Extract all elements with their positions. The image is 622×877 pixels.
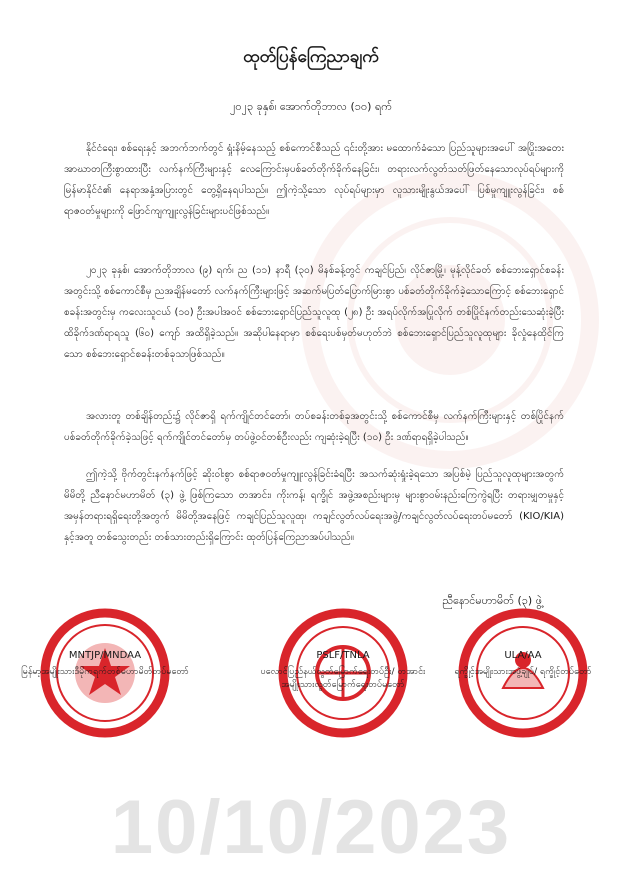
seal-2-caption: ပလောင်ပြည်နယ်လွတ်မြောက်ရေးတပ်ဦး/ တအာင်းအမျိုးသားလွတ်မြောက်ရေးတပ်မတော်: [260, 667, 426, 690]
document-date: ၂၀၂၃ ခုနှစ်၊ အောက်တိုဘာလ (၁၀) ရက်: [229, 100, 393, 113]
paragraph-4: ဤကဲ့သို့ ဗိုက်တွင်းနက်နက်ဖြင့် ဆိုးဝါးစွာ စစ်ရာဇဝတ်မှုကျူးလွန်ခြင်းခံရပြီး အသက်ဆုံးရှုံးခဲ့ရသော အပြစ်မဲ့ ပြည်သူလူထုများအတွက် မိမိတို့ ညီနောင်မဟာမိတ် (၃) ဖွဲ့ ဖြစ်ကြသော တအာင်း၊ ကိုးကန့်၊ ရက္ခိုင် အဖွဲ့အစည်းများမှ များစွာဝမ်းနည်းကြေကွဲရပြီး တရားမျှတမှုနှင့် အမှန်တရားရရှိရေးတို့အတွက် မိမိတို့အနေဖြင့် ကချင်ပြည်သူလူထု၊ ကချင်လွတ်လပ်ရေးအဖွဲ့/ကချင်လွတ်လပ်ရေးတပ်မတော် (KIO/KIA) နှင့်အတူ တစ်သွေးတည်း တစ်သားတည်းရှိကြောင်း ထုတ်ပြန်ကြေညာအပ်ပါသည်။: [64, 469, 564, 543]
signatory: ညီနောင်မဟာမိတ် (၃) ဖွဲ့: [442, 594, 542, 607]
seal-3-label: ULA/AA: [504, 650, 542, 661]
stamp-date: 10/10/2023: [110, 785, 512, 870]
paragraph-1: နိုင်ငံရေး၊ စစ်ရေးနှင့် အဘက်ဘက်တွင် ရှုံးနိမ့်နေသည့် စစ်ကောင်စီသည် ၎င်းတို့အား မထောက်ခံသော ပြည်သူများအပေါ် အပြိုးအတေး အာဃာတကြီးစွာထားပြီး လက်နက်ကြီးများနှင့် လေကြောင်းမှပစ်ခတ်တိုက်ခိုက်နေခြင်း၊ တရားလက်လွတ်သတ်ဖြတ်နေသောလုပ်ရပ်များကို မြန်မာနိုင်ငံ၏ နေရာအနှံ့အပြားတွင် တွေ့ရှိနေရပါသည်။ ဤကဲ့သို့သော လုပ်ရပ်များမှာ လူသားမျိုးနွယ်အပေါ် ပြစ်မှုကျူးလွန်ခြင်း၊ စစ်ရာဇဝတ်မှုများကို ဖြောင်ကျကျူးလွန်ခြင်းများပင်ဖြစ်သည်။: [64, 143, 564, 217]
document-title: ထုတ်ပြန်ကြေညာချက်: [243, 47, 379, 67]
seal-3-caption: ရက္ခိုင့်အမျိုးသားအဖွဲ့ချုပ်/ ရက္ခိုင့်တပ်တော်: [454, 667, 592, 677]
seal-1-label: MNTJP/MNDAA: [68, 650, 142, 661]
paragraph-3: အလားတူ တစ်ချိန်တည်း၌ လိုင်ဇာရှိ ရက်ကျိုင်တင်တော်၊ တပ်စခန်းတစ်ခုအတွင်းသို့ စစ်ကောင်စီမှ လက်နက်ကြီးများနှင့် တစ်ပြိုင်နက်ပစ်ခတ်တိုက်ခိုက်ခဲ့သဖြင့် ရက်ကျိုင်တင်တော်မှ တပ်ဖွဲ့ဝင်တစ်ဦးလည်း ကျဆုံးခဲ့ရပြီး (၁၀) ဦး ဒဏ်ရာရရှိခဲ့ပါသည်။: [64, 411, 564, 443]
seal-2-label: PSLF/TNLA: [316, 650, 370, 661]
seal-1-caption: မြန်မာ့အမျိုးသားဒီမိုကရက်တစ်မဟာမိတ်တပ်မတော်: [21, 667, 189, 677]
paragraph-2: ၂၀၂၃ ခုနှစ်၊ အောက်တိုဘာလ (၉) ရက်၊ ည (၁၁) နာရီ (၃၀) မိနစ်ခန့်တွင် ကချင်ပြည်၊ လိုင်ဇာမြို့၊ မုန့်လိုင်ခတ် စစ်ဘေးရှောင်စခန်းအတွင်းသို့ စစ်ကောင်စီမှ ညအချိန်မတော် လက်နက်ကြီးများဖြင့် အဆက်မပြတ်ပြောက်မြားစွာ ပစ်ခတ်တိုက်ခိုက်ခဲ့သောကြောင့် စစ်ဘေးရှောင်စခန်းအတွင်းမှ ကလေးသူငယ် (၁၀) ဦးအပါအဝင် စစ်ဘေးရှောင်ပြည်သူလူထု (၂၈) ဦး အရပ်လိုက်အပြုလိုက် တစ်ပြိုင်နက်တည်းသေဆုံးခဲ့ပြီး ထိခိုက်ဒဏ်ရာရသူ (၆၀) ကျော် အထိရှိခဲ့သည်။ အဆိုပါနေရာမှာ စစ်ရေးပစ်မှတ်မဟုတ်ဘဲ စစ်ဘေးရှောင်ပြည်သူလူထုများ ခိုလှုံနေထိုင်ကြသော စစ်ဘေးရှောင်စခန်းတစ်ခုသာဖြစ်သည်။: [64, 265, 564, 360]
